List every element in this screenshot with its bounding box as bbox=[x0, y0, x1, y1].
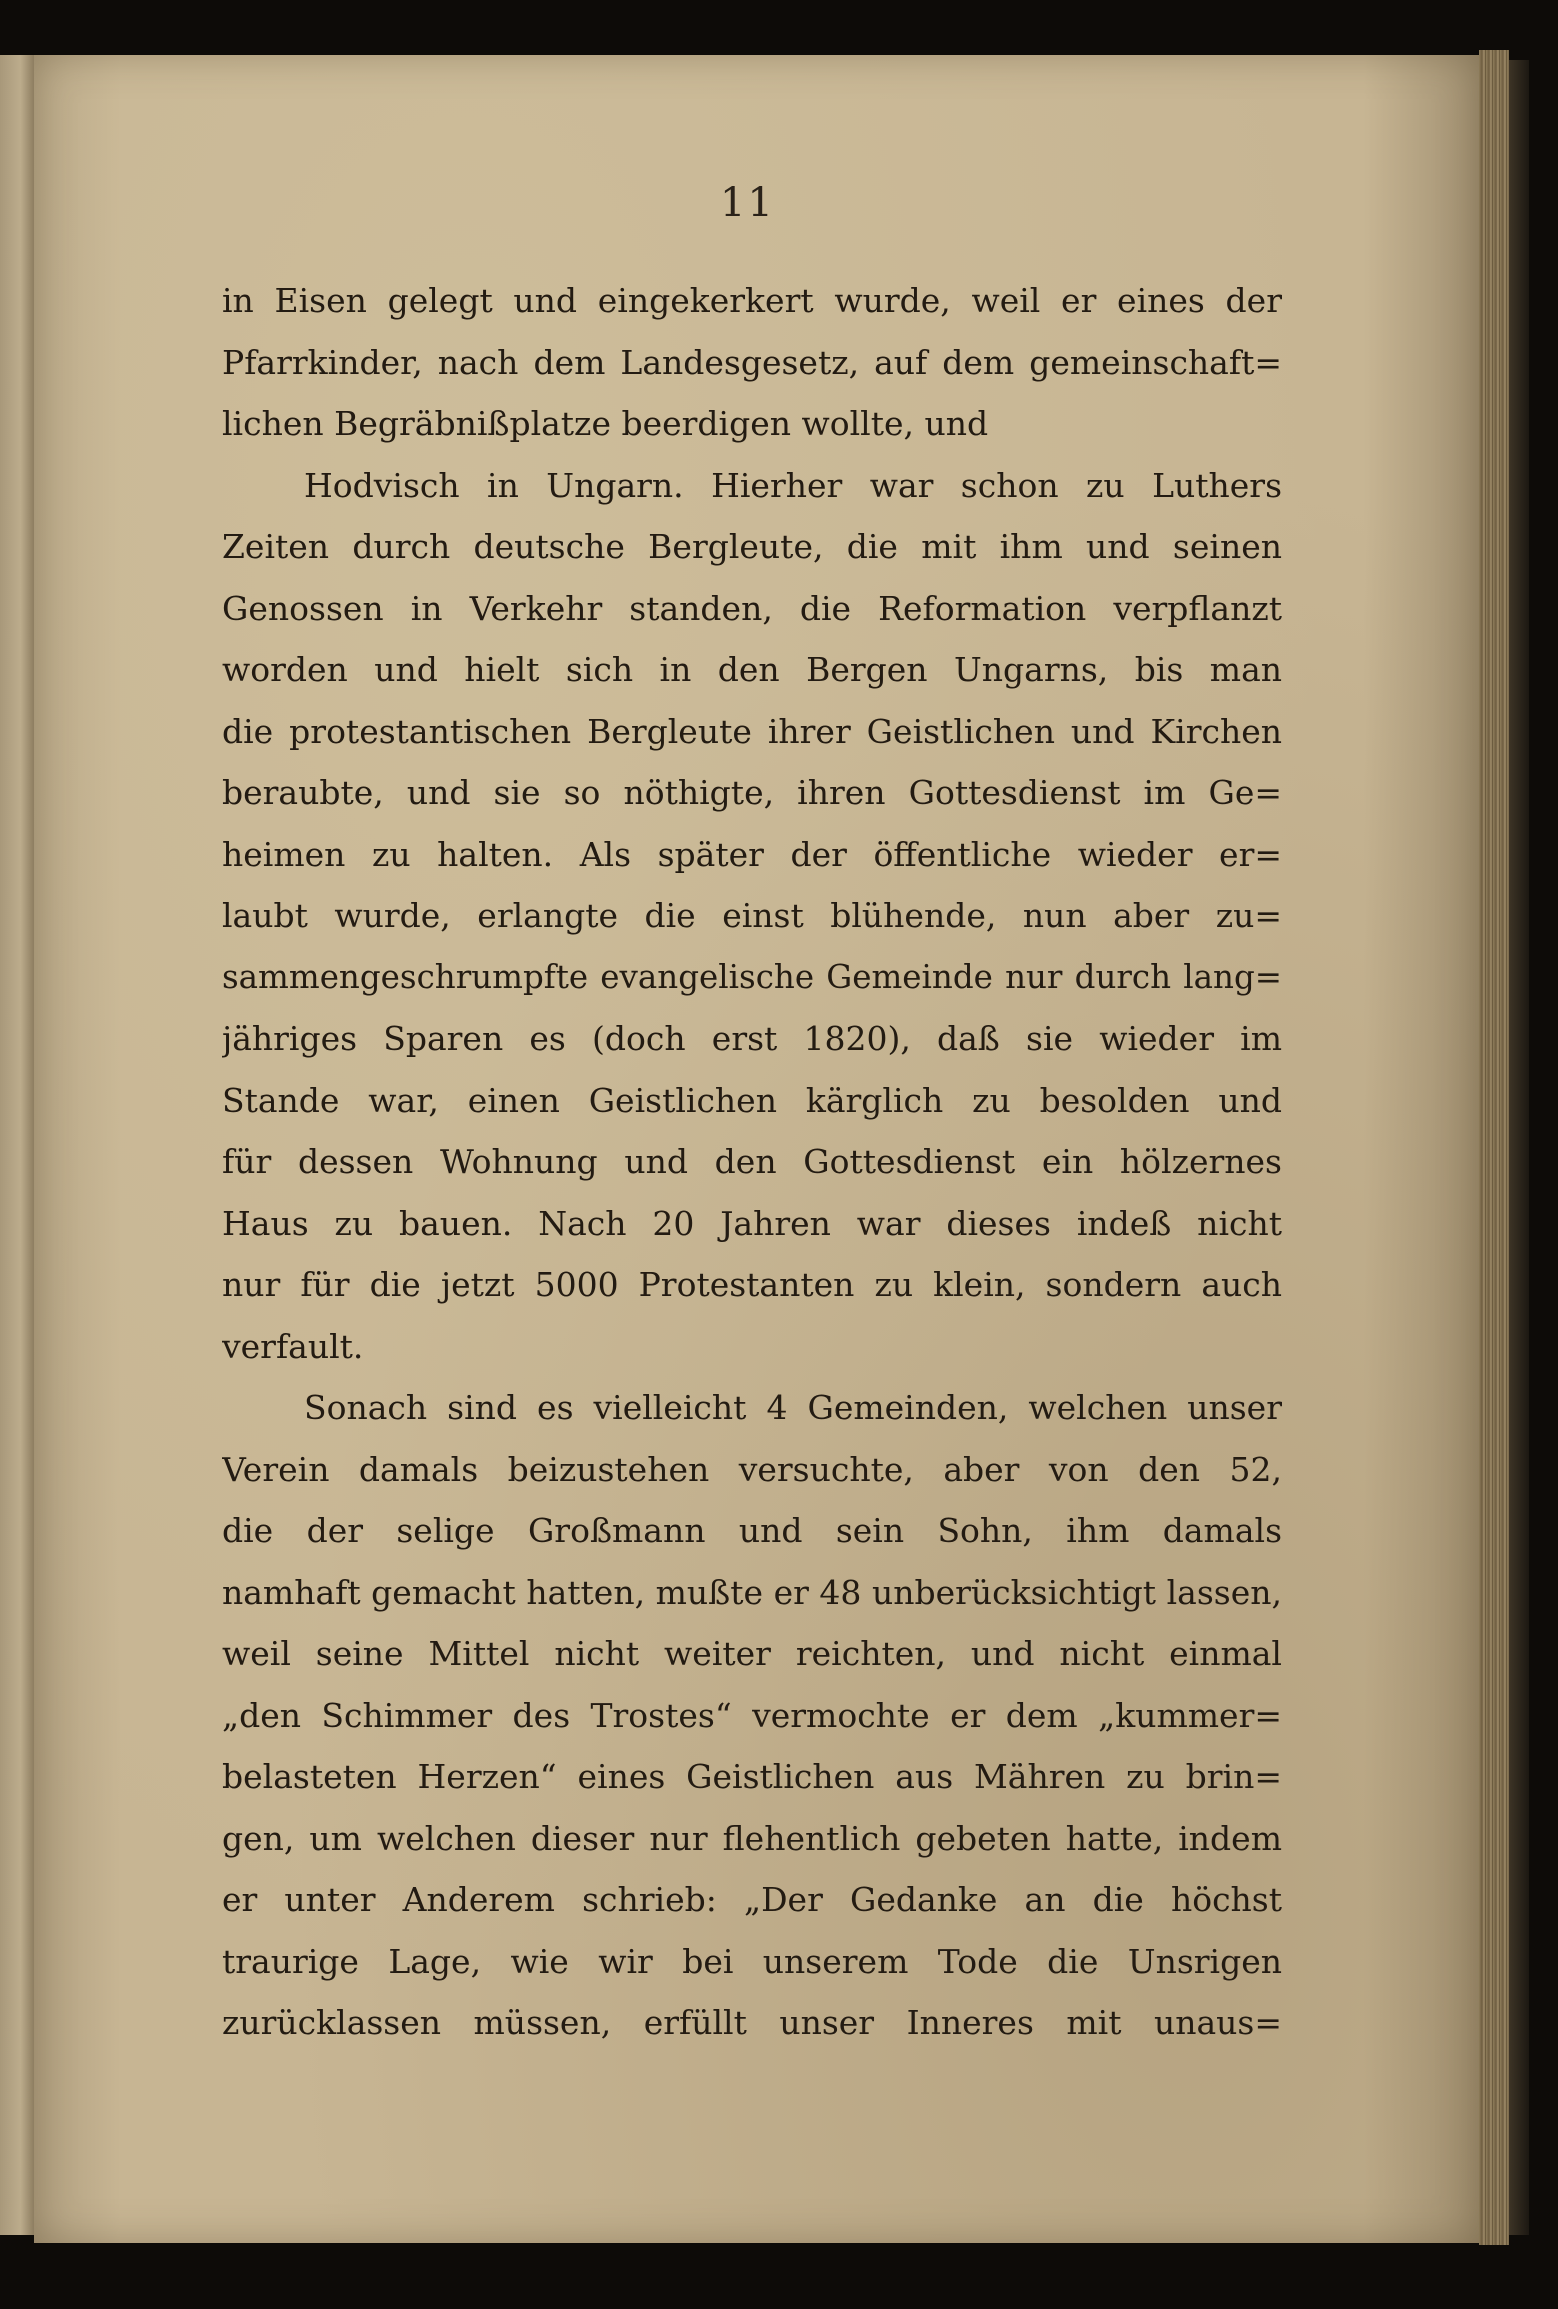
text-line: die protestantischen Bergleute ihrer Geistlichen und Kirchen bbox=[222, 711, 1282, 751]
text-line: Haus zu bauen. Nach 20 Jahren war dieses indeß nicht bbox=[222, 1203, 1282, 1243]
text-line: traurige Lage, wie wir bei unserem Tode die Unsrigen bbox=[222, 1941, 1282, 1981]
text-line: beraubte, und sie so nöthigte, ihren Gottesdienst im Ge= bbox=[222, 773, 1282, 812]
text-line: weil seine Mittel nicht weiter reichten, und nicht einmal bbox=[222, 1634, 1282, 1673]
text-line: lichen Begräbnißplatze beerdigen wollte, und bbox=[222, 404, 989, 443]
text-line: namhaft gemacht hatten, mußte er 48 unberücksichtigt lassen, bbox=[222, 1572, 1282, 1612]
book-binding bbox=[1509, 60, 1529, 2235]
paragraph-start-line: Sonach sind es vielleicht 4 Gemeinden, welchen unser bbox=[304, 1388, 1282, 1427]
page-stack-edge bbox=[1479, 50, 1509, 2245]
text-line: für dessen Wohnung und den Gottesdienst ein hölzernes bbox=[222, 1142, 1282, 1181]
text-line: heimen zu halten. Als später der öffentliche wieder er= bbox=[222, 834, 1282, 874]
previous-page-edge bbox=[0, 55, 34, 2235]
text-line: die der selige Großmann und sein Sohn, ihm damals bbox=[222, 1511, 1282, 1550]
body-text bbox=[222, 270, 1282, 2054]
text-line: sammengeschrumpfte evangelische Gemeinde nur durch lang= bbox=[222, 957, 1282, 996]
text-line: laubt wurde, erlangte die einst blühende, nun aber zu= bbox=[222, 896, 1282, 935]
text-line: belasteten Herzen“ eines Geistlichen aus Mähren zu brin= bbox=[222, 1757, 1282, 1796]
text-line: Pfarrkinder, nach dem Landesgesetz, auf dem gemeinschaft= bbox=[222, 342, 1282, 382]
paragraph-start-line: Hodvisch in Ungarn. Hierher war schon zu Luthers bbox=[304, 465, 1282, 505]
text-line: verfault. bbox=[222, 1326, 364, 1366]
text-line: jähriges Sparen es (doch erst 1820), daß sie wieder im bbox=[222, 1019, 1282, 1058]
text-line: nur für die jetzt 5000 Protestanten zu klein, sondern auch bbox=[222, 1265, 1282, 1304]
text-line: in Eisen gelegt und eingekerkert wurde, weil er eines der bbox=[222, 281, 1282, 320]
text-line: worden und hielt sich in den Bergen Ungarns, bis man bbox=[222, 650, 1282, 689]
text-line: zurücklassen müssen, erfüllt unser Inneres mit unaus= bbox=[222, 2003, 1282, 2042]
text-line: Verein damals beizustehen versuchte, aber von den 52, bbox=[222, 1449, 1282, 1489]
page-number: 11 bbox=[720, 180, 775, 226]
text-line: „den Schimmer des Trostes“ vermochte er dem „kummer= bbox=[222, 1695, 1282, 1735]
text-line: Zeiten durch deutsche Bergleute, die mit ihm und seinen bbox=[222, 527, 1282, 566]
text-line: Genossen in Verkehr standen, die Reformation verpflanzt bbox=[222, 588, 1282, 628]
text-line: gen, um welchen dieser nur flehentlich gebeten hatte, indem bbox=[222, 1818, 1282, 1858]
text-line: er unter Anderem schrieb: „Der Gedanke an die höchst bbox=[222, 1880, 1282, 1919]
text-line: Stande war, einen Geistlichen kärglich zu besolden und bbox=[222, 1080, 1282, 1120]
